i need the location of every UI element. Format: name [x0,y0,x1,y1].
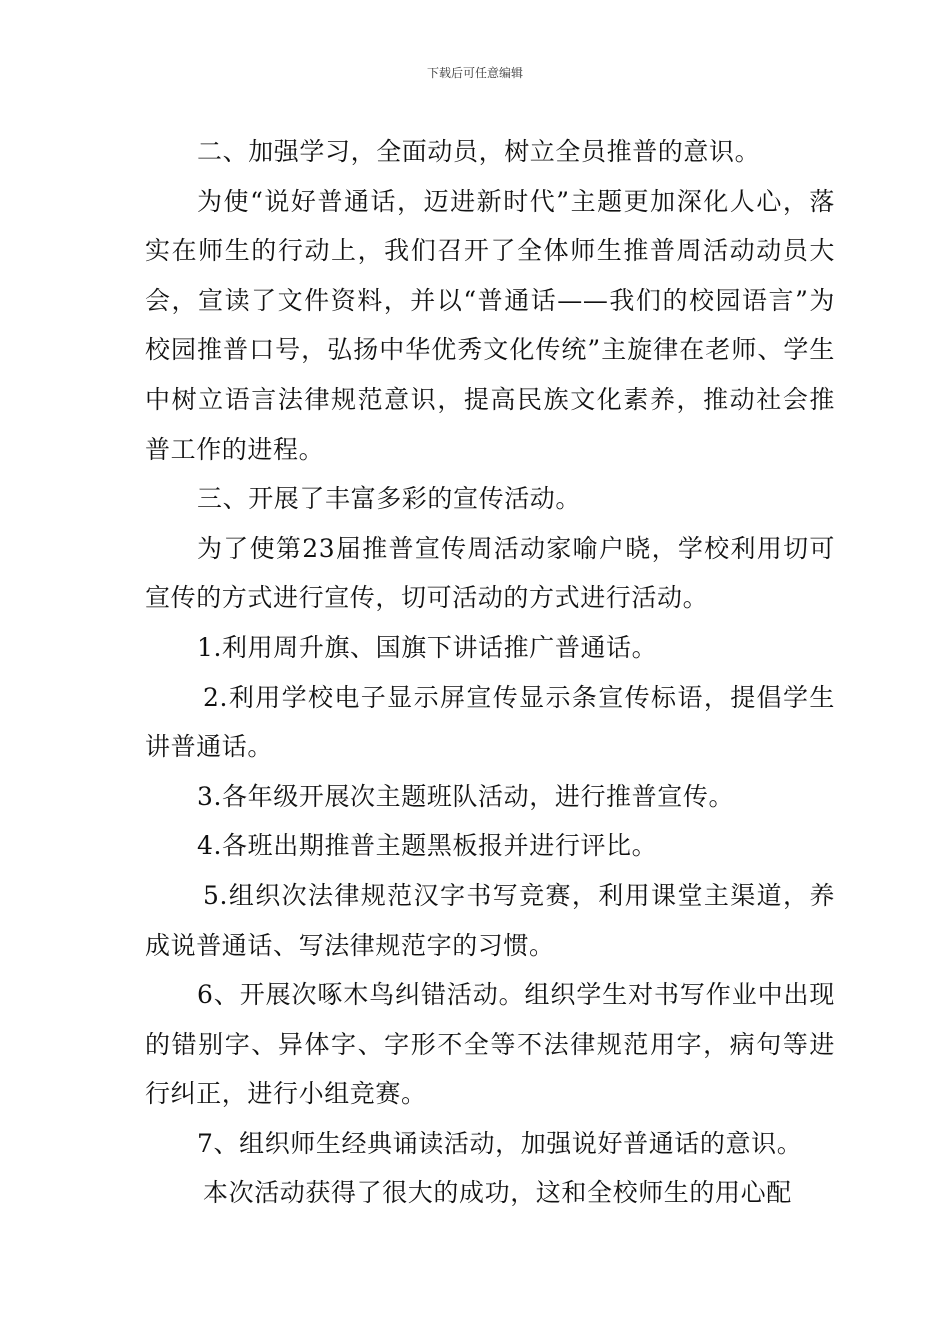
section-heading-3: 三、开展了丰富多彩的宣传活动。 [197,484,582,514]
list-item-4: 4.各班出期推普主题黑板报并进行评比。 [197,831,658,861]
document-body [145,127,835,1218]
list-item-1: 1.利用周升旗、国旗下讲话推广普通话。 [197,632,658,662]
paragraph-publicity: 为了使第23届推普宣传周活动家喻户晓，学校利用切可宣传的方式进行宣传，切可活动的方式进行活动。 [145,533,835,613]
list-item-7: 7、组织师生经典诵读活动，加强说好普通话的意识。 [197,1128,803,1158]
list-item-6: 6、开展次啄木鸟纠错活动。组织学生对书写作业中出现的错别字、异体字、字形不全等不法律规范用字，病句等进行纠正，进行小组竞赛。 [145,980,835,1109]
list-item-2: 2.利用学校电子显示屏宣传显示条宣传标语，提倡学生讲普通话。 [145,682,835,762]
list-item-5: 5.组织次法律规范汉字书写竞赛，利用课堂主渠道，养成说普通话、写法律规范字的习惯。 [145,880,835,960]
page-header: 下载后可任意编辑 [426,66,523,80]
paragraph-conclusion: 本次活动获得了很大的成功，这和全校师生的用心配 [203,1178,792,1208]
list-item-3: 3.各年级开展次主题班队活动，进行推普宣传。 [197,781,735,811]
paragraph-motivation: 为使“说好普通话，迈进新时代”主题更加深化人心，落实在师生的行动上，我们召开了全体师生推普周活动动员大会，宣读了文件资料，并以“普通话——我们的校园语言”为校园推普口号，弘扬中华优秀文化传统”主旋律在老师、学生中树立语言法律规范意识，提高民族文化素养，推动社会推普工作的进程。 [145,186,835,464]
section-heading-2: 二、加强学习，全面动员，树立全员推普的意识。 [197,137,761,166]
